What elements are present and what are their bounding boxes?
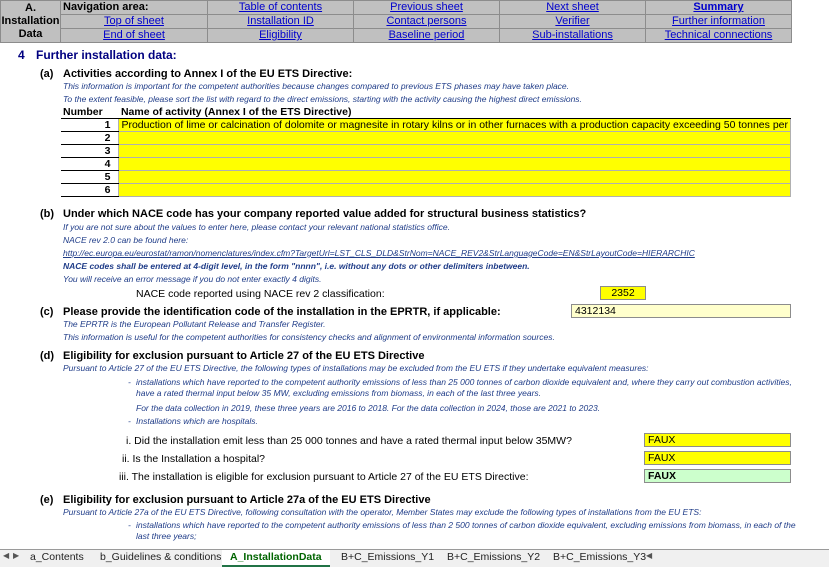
d-question-2: ii. Is the Installation a hospital? [122, 453, 266, 465]
activity-cell[interactable] [119, 145, 791, 158]
eprtr-code-input[interactable]: 4312134 [571, 304, 791, 318]
c-label: (c) [40, 306, 54, 318]
table-row [61, 132, 791, 145]
scroll-last-icon[interactable]: ▶ [13, 551, 20, 560]
link-sub-installations[interactable]: Sub-installations [532, 29, 613, 41]
row-number: 3 [61, 145, 119, 158]
activity-cell[interactable] [119, 171, 791, 184]
d-title: Eligibility for exclusion pursuant to Article 27 of the EU ETS Directive [63, 350, 425, 362]
d-answer-1[interactable]: FAUX [644, 433, 791, 447]
activity-cell[interactable] [119, 184, 791, 197]
d-bullet-1a: installations which have reported to the competent authority emissions of less than 25 000 tonnes of carbon dioxide equivalent and, where they carry out combustion activities, [136, 377, 792, 387]
row-number: 4 [61, 158, 119, 171]
b-title: Under which NACE code has your company reported value added for structural business statistics? [63, 208, 587, 220]
tab-bc-emissions-y2[interactable]: B+C_Emissions_Y2 [447, 551, 541, 563]
a-note-2: To the extent feasible, please sort the list with regard to the direct emissions, starting with the activity causing the highest direct emissions. [63, 94, 582, 104]
b-note-3: NACE codes shall be entered at 4-digit level, in the form "nnnn", i.e. without any dots or other delimiters inbetween. [63, 261, 530, 271]
b-note-4: You will receive an error message if you do not enter exactly 4 digits. [63, 274, 322, 284]
c-note-2: This information is useful for the competent authorities for consistency checks and alignment of environmental information sources. [63, 332, 555, 342]
e-bullet-1b: last three years; [136, 531, 197, 541]
d-bullet-1b: have a rated thermal input below 35 MW, excluding emissions from biomass, in each of the last three years. [136, 388, 542, 398]
activity-cell[interactable] [119, 158, 791, 171]
link-installation-id[interactable]: Installation ID [247, 15, 314, 27]
row-number: 2 [61, 132, 119, 145]
c-title: Please provide the identification code of the installation in the EPRTR, if applicable: [63, 306, 501, 318]
row-number: 1 [61, 119, 119, 132]
nace-code-input[interactable]: 2352 [600, 286, 646, 300]
b-note-1: If you are not sure about the values to enter here, please contact your relevant national statistics office. [63, 222, 450, 232]
e-bullet-dash: - [128, 520, 131, 530]
activity-cell[interactable]: Production of lime or calcination of dolomite or magnesite in rotary kilns or in other furnaces with a production capacity exceeding 50 tonnes per [119, 119, 791, 132]
table-row [61, 184, 791, 197]
section-title-further: Further installation data: [36, 48, 177, 62]
link-further-information[interactable]: Further information [672, 15, 765, 27]
tab-b-guidelines[interactable]: b_Guidelines & conditions [100, 551, 222, 563]
e-bullet-1a: installations which have reported to the competent authority emissions of less than 2 500 tonnes of carbon dioxide equivalent, excluding emissions from biomass, in each of the [136, 520, 796, 530]
link-next-sheet[interactable]: Next sheet [546, 1, 599, 13]
tab-a-installationdata[interactable]: A_InstallationData [222, 550, 330, 567]
a-title: Activities according to Annex I of the EU ETS Directive: [63, 68, 353, 80]
d-note-1: Pursuant to Article 27 of the EU ETS Directive, the following types of installations may be excluded from the EU ETS if they undertake equivalent measures: [63, 363, 649, 373]
link-eligibility[interactable]: Eligibility [259, 29, 302, 41]
navigation-area [0, 0, 792, 43]
link-top-of-sheet[interactable]: Top of sheet [104, 15, 164, 27]
section-number: 4 [18, 48, 25, 62]
link-baseline-period[interactable]: Baseline period [388, 29, 465, 41]
link-table-of-contents[interactable]: Table of contents [238, 1, 323, 13]
link-end-of-sheet[interactable]: End of sheet [103, 29, 165, 41]
table-row [61, 171, 791, 184]
row-number: 6 [61, 184, 119, 197]
d-bullet-dash: - [128, 377, 131, 387]
link-previous-sheet[interactable]: Previous sheet [390, 1, 463, 13]
nace-field-label: NACE code reported using NACE rev 2 classification: [136, 288, 385, 300]
navigation-area-label: Navigation area: [61, 1, 208, 15]
d-question-3: iii. The installation is eligible for exclusion pursuant to Article 27 of the EU ETS Directive: [119, 471, 529, 483]
link-contact-persons[interactable]: Contact persons [386, 15, 467, 27]
d-answer-3: FAUX [644, 469, 791, 483]
e-note-1: Pursuant to Article 27a of the EU ETS Directive, following consultation with the operator, Member States may exclude the following types of installations from the EU ETS: [63, 507, 702, 517]
a-note-1: This information is important for the competent authorities because changes compared to previous ETS phases may have taken place. [63, 81, 570, 91]
link-verifier[interactable]: Verifier [555, 15, 590, 27]
d-bullet-dash-2: - [128, 416, 131, 426]
b-label: (b) [40, 208, 55, 220]
a-label: (a) [40, 68, 54, 80]
d-bullet-2: Installations which are hospitals. [136, 416, 258, 426]
tab-scroll-icon[interactable]: ◀ [646, 551, 653, 560]
c-note-1: The EPRTR is the European Pollutant Release and Transfer Register. [63, 319, 326, 329]
d-answer-2[interactable]: FAUX [644, 451, 791, 465]
activity-cell[interactable] [119, 132, 791, 145]
scroll-first-icon[interactable]: ◀ [3, 551, 10, 560]
table-row [61, 145, 791, 158]
col-activity-name: Name of activity (Annex I of the ETS Directive) [119, 106, 791, 119]
e-title: Eligibility for exclusion pursuant to Article 27a of the EU ETS Directive [63, 494, 431, 506]
tab-bc-emissions-y3[interactable]: B+C_Emissions_Y3 [553, 551, 647, 563]
table-row [61, 119, 791, 132]
tab-bc-emissions-y1[interactable]: B+C_Emissions_Y1 [341, 551, 435, 563]
col-number: Number [61, 106, 119, 119]
link-technical-connections[interactable]: Technical connections [664, 29, 773, 41]
b-note-2: NACE rev 2.0 can be found here: [63, 235, 189, 245]
link-summary[interactable]: Summary [693, 1, 744, 13]
d-label: (d) [40, 350, 55, 362]
d-question-1: i. Did the installation emit less than 25 000 tonnes and have a rated thermal input below 35MW? [126, 435, 572, 447]
d-note-2: For the data collection in 2019, these three years are 2016 to 2018. For the data collection in 2024, those are 2021 to 2023. [136, 403, 601, 413]
table-row [61, 158, 791, 171]
sheet-tab-bar [0, 549, 829, 567]
row-number: 5 [61, 171, 119, 184]
activities-table [61, 106, 791, 197]
tab-a-contents[interactable]: a_Contents [30, 551, 84, 563]
section-title: A. Installation Data [1, 1, 61, 43]
nace-link[interactable]: http://ec.europa.eu/eurostat/ramon/nomenclatures/index.cfm?TargetUrl=LST_CLS_DLD&StrNom=NACE_REV2&StrLanguageCode=EN&StrLayoutCode=HIERARCHIC [63, 248, 695, 258]
e-label: (e) [40, 494, 54, 506]
